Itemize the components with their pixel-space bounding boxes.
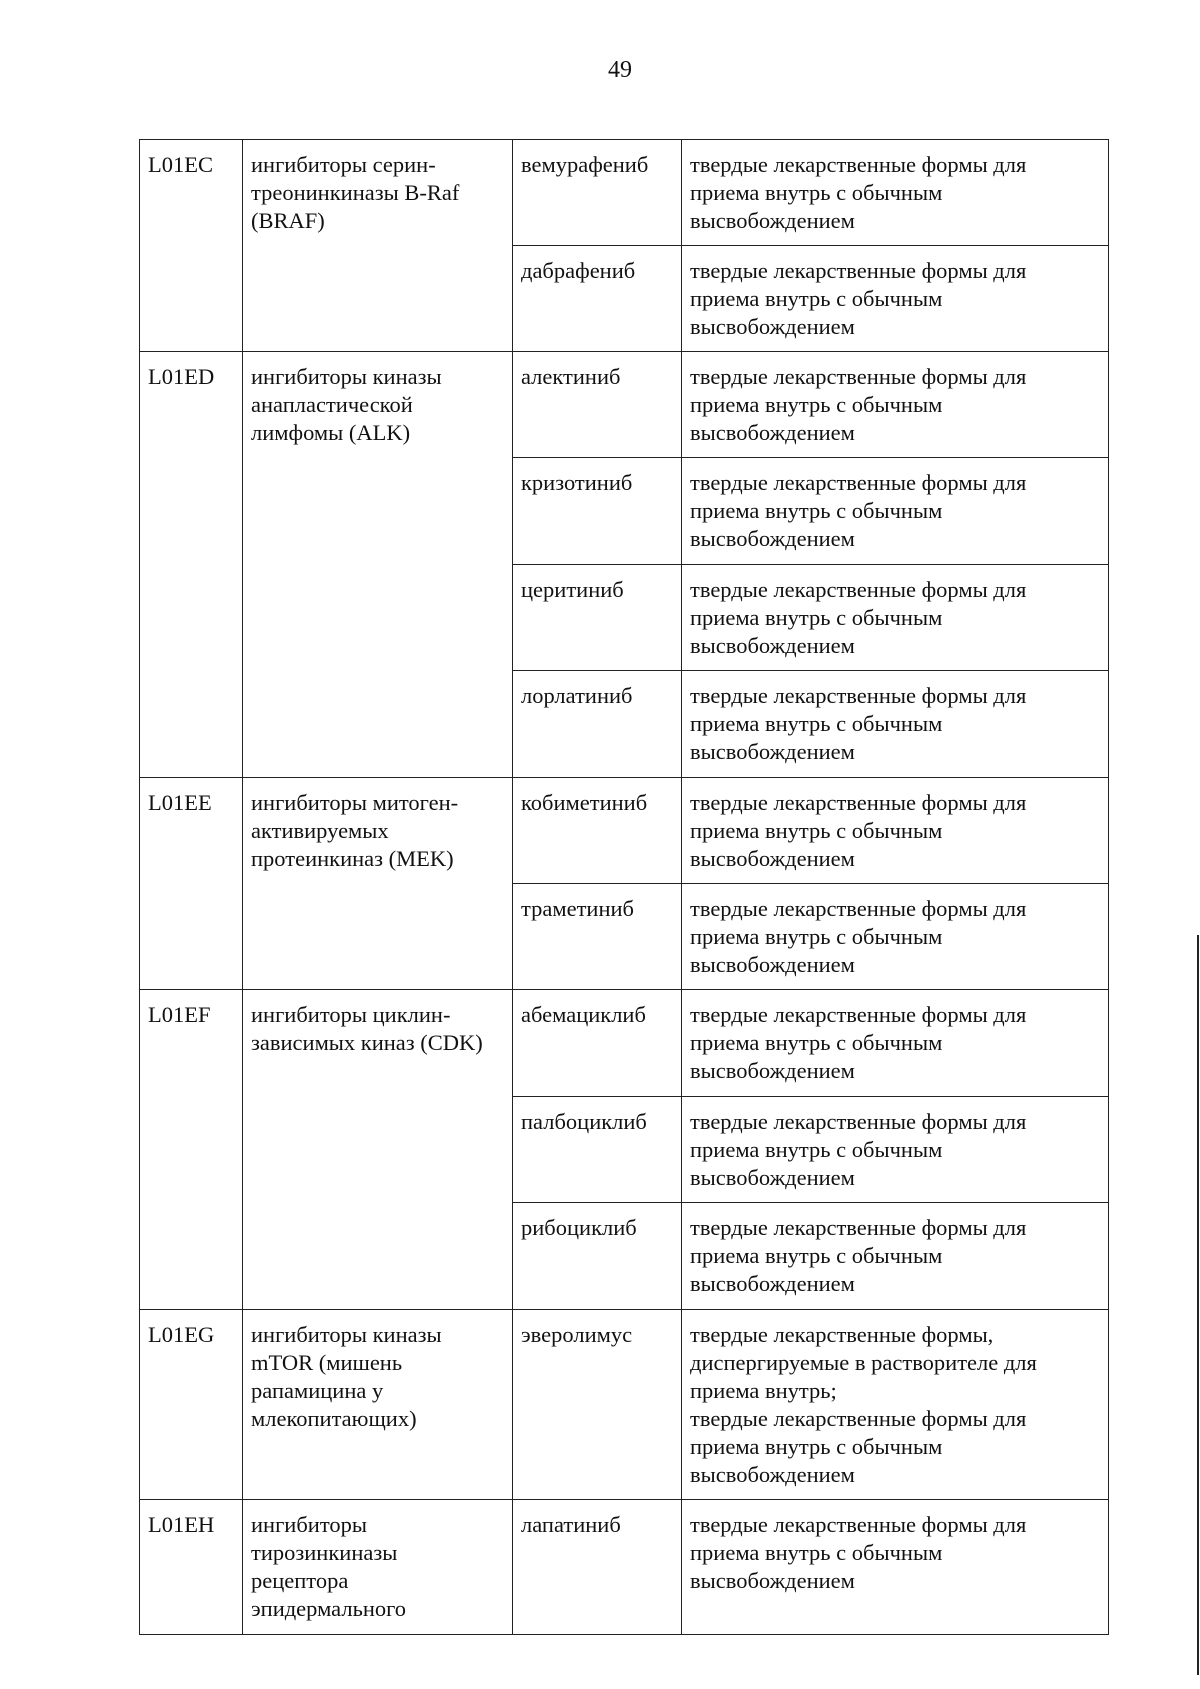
drug-name-cell: лапатиниб — [513, 1500, 682, 1635]
table-row — [140, 990, 1109, 1097]
drug-name-cell: эверолимус — [513, 1310, 682, 1500]
dosage-form-cell: твердые лекарственные формы для приема внутрь с обычным высвобождением — [682, 1500, 1109, 1635]
drug-name-cell: вемурафениб — [513, 140, 682, 246]
group-name-cell: ингибиторы циклин- зависимых киназ (CDK) — [243, 990, 513, 1310]
atc-code-cell: L01EE — [140, 778, 243, 990]
group-name-cell: ингибиторы серин- треонинкиназы B-Raf (BRAF) — [243, 140, 513, 352]
dosage-form-cell: твердые лекарственные формы для приема внутрь с обычным высвобождением — [682, 246, 1109, 352]
atc-code-cell: L01EC — [140, 140, 243, 352]
dosage-form-cell: твердые лекарственные формы для приема внутрь с обычным высвобождением — [682, 458, 1109, 565]
drug-name-cell: абемациклиб — [513, 990, 682, 1097]
dosage-form-cell: твердые лекарственные формы для приема внутрь с обычным высвобождением — [682, 1203, 1109, 1310]
dosage-form-cell: твердые лекарственные формы для приема внутрь с обычным высвобождением — [682, 140, 1109, 246]
group-name-cell: ингибиторы тирозинкиназы рецептора эпидермального — [243, 1500, 513, 1635]
drug-name-cell: палбоциклиб — [513, 1097, 682, 1203]
atc-code-cell: L01ED — [140, 352, 243, 778]
table-row — [140, 1500, 1109, 1635]
drug-name-cell: церитиниб — [513, 565, 682, 671]
dosage-form-cell: твердые лекарственные формы для приема внутрь с обычным высвобождением — [682, 352, 1109, 458]
dosage-form-cell: твердые лекарственные формы, диспергируемые в растворителе для приема внутрь; твердые лекарственные формы для приема внутрь с обычным высвобождением — [682, 1310, 1109, 1500]
group-name-cell: ингибиторы митоген- активируемых протеинкиназ (MEK) — [243, 778, 513, 990]
drug-name-cell: алектиниб — [513, 352, 682, 458]
drug-table — [139, 139, 1109, 1635]
table-row — [140, 778, 1109, 884]
group-name-cell: ингибиторы киназы анапластической лимфомы (ALK) — [243, 352, 513, 778]
dosage-form-cell: твердые лекарственные формы для приема внутрь с обычным высвобождением — [682, 884, 1109, 990]
scan-margin-line — [1197, 935, 1199, 1675]
drug-name-cell: лорлатиниб — [513, 671, 682, 778]
drug-name-cell: кобиметиниб — [513, 778, 682, 884]
dosage-form-cell: твердые лекарственные формы для приема внутрь с обычным высвобождением — [682, 671, 1109, 778]
atc-code-cell: L01EF — [140, 990, 243, 1310]
drug-name-cell: рибоциклиб — [513, 1203, 682, 1310]
drug-name-cell: кризотиниб — [513, 458, 682, 565]
table-row — [140, 352, 1109, 458]
table-row — [140, 1310, 1109, 1500]
dosage-form-cell: твердые лекарственные формы для приема внутрь с обычным высвобождением — [682, 565, 1109, 671]
atc-code-cell: L01EG — [140, 1310, 243, 1500]
table-row — [140, 140, 1109, 246]
atc-code-cell: L01EH — [140, 1500, 243, 1635]
dosage-form-cell: твердые лекарственные формы для приема внутрь с обычным высвобождением — [682, 778, 1109, 884]
drug-name-cell: траметиниб — [513, 884, 682, 990]
dosage-form-cell: твердые лекарственные формы для приема внутрь с обычным высвобождением — [682, 990, 1109, 1097]
page-number: 49 — [608, 57, 632, 83]
dosage-form-cell: твердые лекарственные формы для приема внутрь с обычным высвобождением — [682, 1097, 1109, 1203]
group-name-cell: ингибиторы киназы mTOR (мишень рапамицина у млекопитающих) — [243, 1310, 513, 1500]
drug-name-cell: дабрафениб — [513, 246, 682, 352]
